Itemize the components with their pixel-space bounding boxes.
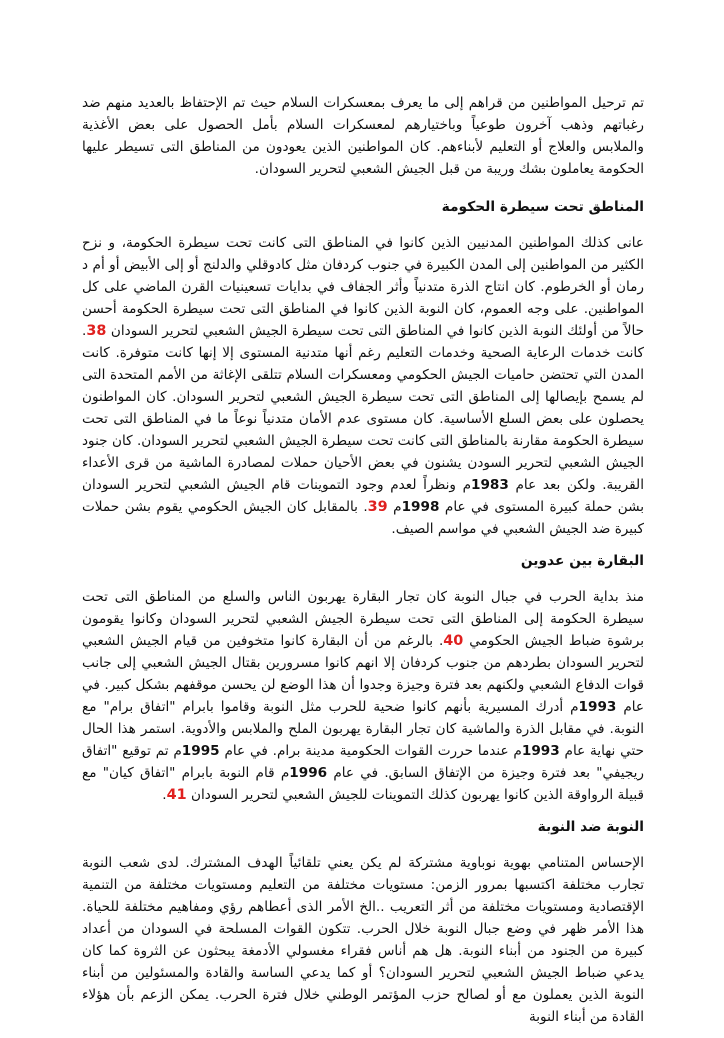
government-areas-paragraph bbox=[82, 232, 644, 540]
text-segment: . bbox=[162, 787, 167, 803]
year-1996: 1996 bbox=[289, 765, 328, 781]
text-segment: م bbox=[387, 499, 402, 515]
intro-paragraph: تم ترحيل المواطنين من قراهم إلى ما يعرف بمعسكرات السلام حيث تم الإحتفاظ بالعديد منهم ضد رغباتهم وذهب آخرون طوعياً وباختيارهم لمعسكرات السلام بأمل الحصول على بعض الأغذية والملابس والعلاج أو التعليم لأبناءهم. كان المواطنين الذين يعودون من المناطق التى تسيطر عليها الحكومة يعاملون بشك وريبة من قبل الجيش الشعبي لتحرير السودان. bbox=[82, 95, 644, 177]
text-segment: م أدرك المسيرية بأنهم كانوا ضحية للحرب مثل النوبة وقاموا بابرام "اتفاق برام" مع النوبة. في مقابل الذرة والماشية كان تجار البقارة يهربون الملح والملابس والأدوية. استمر هذا الحال حتي نهاية عام bbox=[82, 699, 644, 759]
section-heading-nuba-vs-nuba: النوبة ضد النوبة bbox=[537, 819, 644, 835]
baggara-paragraph bbox=[82, 586, 644, 806]
year-1995: 1995 bbox=[181, 743, 220, 759]
section-heading-baggara: البقارة بين عدوين bbox=[520, 553, 644, 569]
text-segment: م قام النوبة بابرام "اتفاق كيان" مع قبيلة الرواوقة الذين كانوا يهربون كذلك التموينات للجيش الشعبي لتحرير السودان bbox=[82, 765, 644, 803]
text-segment: م تم توقيع "اتفاق ريجيفي" بعد فترة وجيزة من الإتفاق السابق. في عام bbox=[82, 743, 644, 781]
footnote-ref-41[interactable]: 41 bbox=[166, 787, 187, 803]
footnote-ref-39[interactable]: 39 bbox=[367, 499, 388, 515]
text-segment: عانى كذلك المواطنين المدنيين الذين كانوا في المناطق التى كانت تحت سيطرة الحكومة، و نزح الكثير من المواطنين إلى المدن الكبيرة في جنوب كردفان مثل كادوقلي والدلنج أو إلى الأبيض أو أم د رمان أو الخرطوم. كان انتاج الذرة متدنياً وأثر الجفاف في بدايات تسعينيات القرن الماضي على كل المواطنين. على وجه العموم، كان النوبة الذين كانوا في المناطق التى تحت سيطرة الحكومة أحسن حالاً من أولئك النوبة الذين كانوا في المناطق التى تحت سيطرة الجيش الشعبي لتحرير السودان bbox=[82, 235, 644, 339]
year-1993-b: 1993 bbox=[521, 743, 560, 759]
year-1998: 1998 bbox=[401, 499, 440, 515]
document-page bbox=[82, 92, 644, 1038]
text-segment: . كانت خدمات الرعاية الصحية وخدمات التعليم رغم أنها متدنية المستوى إلا إنها كانت متوفرة. كانت المدن التي تحتضن حاميات الجيش الحكومي ومعسكرات السلام تتلقى الإغاثة من الأمم المتحدة التى لم يسمح بإيصالها إلى المناطق التى تحت سيطرة الجيش الشعبي لتحرير السودان. كان المواطنون يحصلون على بعض السلع الأساسية. كان مستوى عدم الأمان متدنياً نوعاً ما في المناطق التى تحت سيطرة الحكومة مقارنة بالمناطق التى كانت تحت سيطرة الجيش الشعبي لتحرير السودان. كان جنود الجيش الشعبي لتحرير السودن يشنون في بعض الأحيان حملات لمصادرة الماشية من قرى الأعداء القريبة. ولكن بعد عام bbox=[82, 323, 644, 493]
nuba-vs-nuba-paragraph: الإحساس المتنامي بهوية نوباوية مشتركة لم يكن يعني تلقائياً الهدف المشترك. لدى شعب النوبة تجارب مختلفة اكتسبها بمرور الزمن: مستويات مختلفة من التعليم ومستويات مختلفة من التنمية الإقتصادية ومستويات مختلفة من أثر التعريب ..الخ الأمر الذى أعطاهم رؤي ومفاهيم مختلفة للحياة. هذا الأمر ظهر في وضع جبال النوبة خلال الحرب. تتكون القوات المسلحة في السودان من أعداد كبيرة من الجنود من أبناء النوبة. هل هم أناس فقراء مغسولي الأدمغة يبحثون عن الثروة كما كان يدعي ضباط الجيش الشعبي لتحرير السودان؟ أو كما يدعي الساسة والقادة والمسئولين من أبناء النوبة الذين يعملون مع أو لصالح حزب المؤتمر الوطني خلال فترة الحرب. يمكن الزعم بأن هؤلاء القادة من أبناء النوبة bbox=[82, 855, 644, 1025]
text-segment: م عندما حررت القوات الحكومية مدينة برام. في عام bbox=[219, 743, 522, 759]
text-segment: م ونظراً لعدم وجود التموينات قام الجيش الشعبي لتحرير السودان بشن حملة كبيرة المستوى في عام bbox=[82, 477, 644, 515]
year-1983: 1983 bbox=[471, 477, 509, 493]
text-segment: . بالمقابل كان الجيش الحكومي يقوم بشن حملات كبيرة ضد الجيش الشعبي في مواسم الصيف. bbox=[82, 499, 644, 537]
text-segment: . بالرغم من أن البقارة كانوا متخوفين من قيام الجيش الشعبي لتحرير السودان بطردهم من جنوب كردفان إلا انهم كانوا مسرورين بقتال الجيش الشعبي إلى جانب قوات الدفاع الشعبي ولكنهم بعد فترة وجيزة وجدوا أن هذا الوضع لن يحسن موقفهم بشكل كبير. في عام bbox=[82, 633, 644, 715]
footnote-ref-40[interactable]: 40 bbox=[443, 633, 464, 649]
section-heading-government-areas: المناطق تحت سيطرة الحكومة bbox=[441, 199, 644, 215]
text-segment: منذ بداية الحرب في جبال النوبة كان تجار البقارة يهربون الناس والسلع من المناطق التى تحت سيطرة الحكومة إلى المناطق التى تحت سيطرة الجيش الشعبي لتحرير السودان وكانوا يقومون برشوة ضباط الجيش الحكومي bbox=[82, 589, 644, 649]
footnote-ref-38[interactable]: 38 bbox=[86, 323, 107, 339]
year-1993-a: 1993 bbox=[578, 699, 617, 715]
